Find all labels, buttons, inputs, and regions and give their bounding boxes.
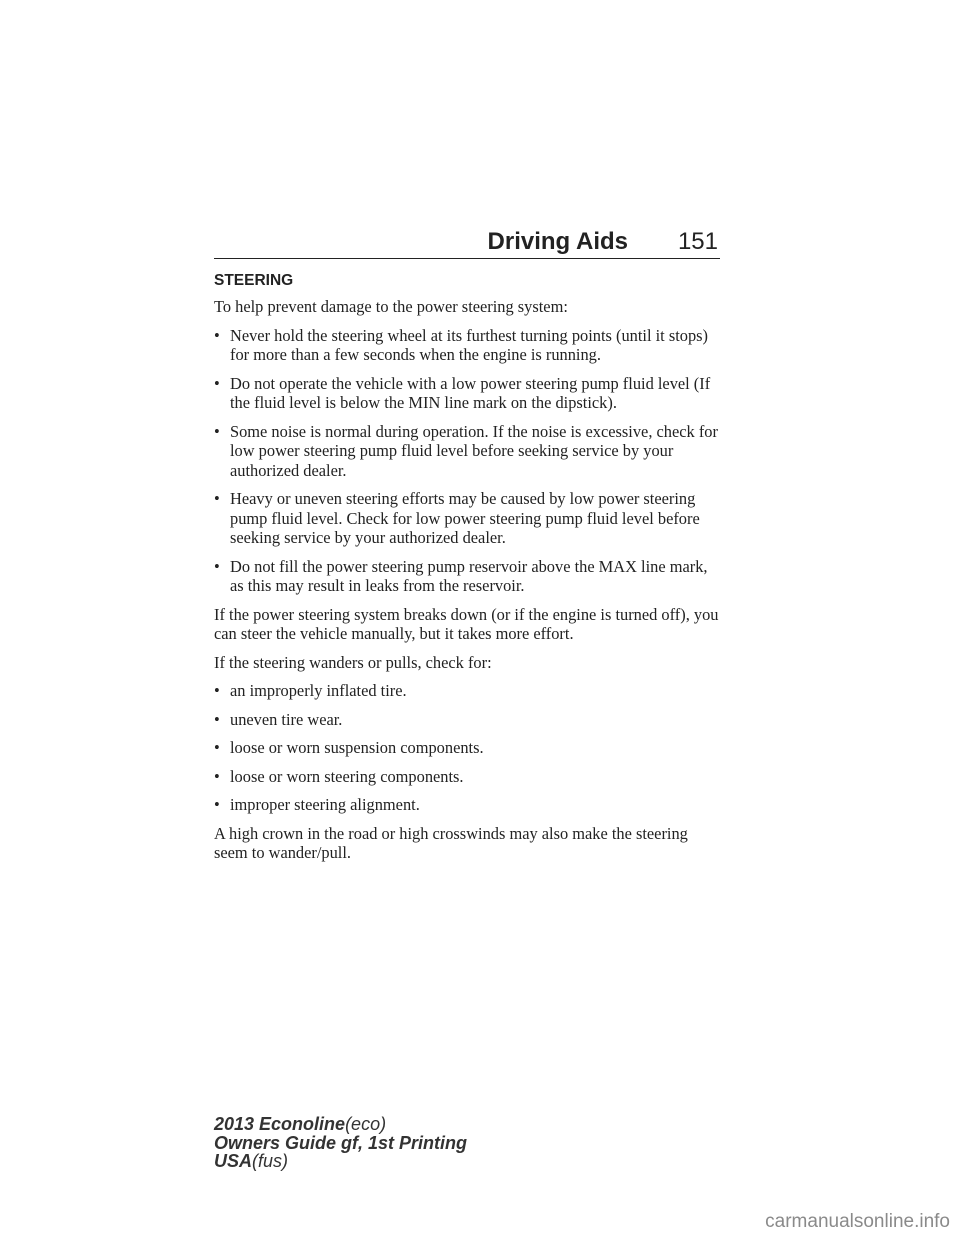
- footer-model-code: (eco): [345, 1114, 387, 1134]
- bullet-icon: •: [214, 373, 220, 393]
- list-item: [214, 710, 724, 730]
- list-item-text: uneven tire wear.: [230, 709, 343, 729]
- footer-model: 2013 Econoline: [214, 1114, 346, 1134]
- list-item: [214, 374, 724, 413]
- list-item-text: Do not fill the power steering pump reservoir above the MAX line mark, as this may result in leaks from the reservoir.: [230, 556, 708, 595]
- wander-paragraph: If the steering wanders or pulls, check for:: [214, 652, 492, 672]
- list-item: [214, 557, 724, 596]
- check-list: [214, 681, 724, 815]
- bullet-icon: •: [214, 681, 220, 700]
- list-item: [214, 681, 724, 701]
- list-item-text: loose or worn steering components.: [230, 766, 464, 786]
- list-item-text: Some noise is normal during operation. If the noise is excessive, check for low power steering pump fluid level before seeking service by your authorized dealer.: [230, 421, 718, 480]
- steering-heading: STEERING: [214, 272, 294, 289]
- breakdown-paragraph: If the power steering system breaks down (or if the engine is turned off), you can steer the vehicle manually, but it takes more effort.: [214, 604, 719, 643]
- page-header: [214, 228, 720, 259]
- list-item-text: Heavy or uneven steering efforts may be caused by low power steering pump fluid level. Check for low power steering pump fluid level before seeking service by your authorized dealer.: [230, 489, 700, 547]
- crown-paragraph: A high crown in the road or high crosswinds may also make the steering seem to wander/pull.: [214, 823, 688, 862]
- page-number: 151: [677, 228, 718, 255]
- bullet-icon: •: [214, 421, 220, 441]
- list-item-text: loose or worn suspension components.: [230, 738, 484, 757]
- footer-printing: Owners Guide gf, 1st Printing: [214, 1132, 468, 1153]
- footer-market: USA: [214, 1151, 253, 1171]
- list-item: [214, 326, 724, 365]
- list-item: [214, 738, 724, 758]
- footer-line-model: [214, 1115, 634, 1134]
- bullet-icon: •: [214, 766, 220, 786]
- list-item: [214, 767, 724, 787]
- footer-line-market: [214, 1152, 634, 1171]
- footer-line-printing: [214, 1134, 634, 1153]
- list-item: [214, 795, 724, 815]
- page-body: [214, 271, 724, 872]
- intro-paragraph: To help prevent damage to the power steering system:: [214, 297, 568, 316]
- bullet-icon: •: [214, 556, 220, 576]
- section-title: Driving Aids: [487, 228, 628, 255]
- list-item: [214, 422, 724, 481]
- list-item-text: improper steering alignment.: [230, 795, 420, 814]
- list-item-text: Do not operate the vehicle with a low power steering pump fluid level (If the fluid level is below the MIN line mark on the dipstick).: [230, 373, 711, 412]
- bullet-icon: •: [214, 795, 220, 814]
- bullet-icon: •: [214, 325, 220, 345]
- bullet-icon: •: [214, 709, 220, 729]
- list-item: [214, 489, 724, 548]
- bullet-icon: •: [214, 738, 220, 757]
- bullet-icon: •: [214, 489, 220, 508]
- footer-market-code: (fus): [252, 1151, 289, 1171]
- list-item-text: an improperly inflated tire.: [230, 681, 407, 700]
- list-item-text: Never hold the steering wheel at its furthest turning points (until it stops) for more than a few seconds when the engine is running.: [230, 325, 708, 364]
- precautions-list: [214, 326, 724, 596]
- print-footer: [214, 1115, 634, 1171]
- watermark: carmanualsonline.info: [765, 1211, 950, 1232]
